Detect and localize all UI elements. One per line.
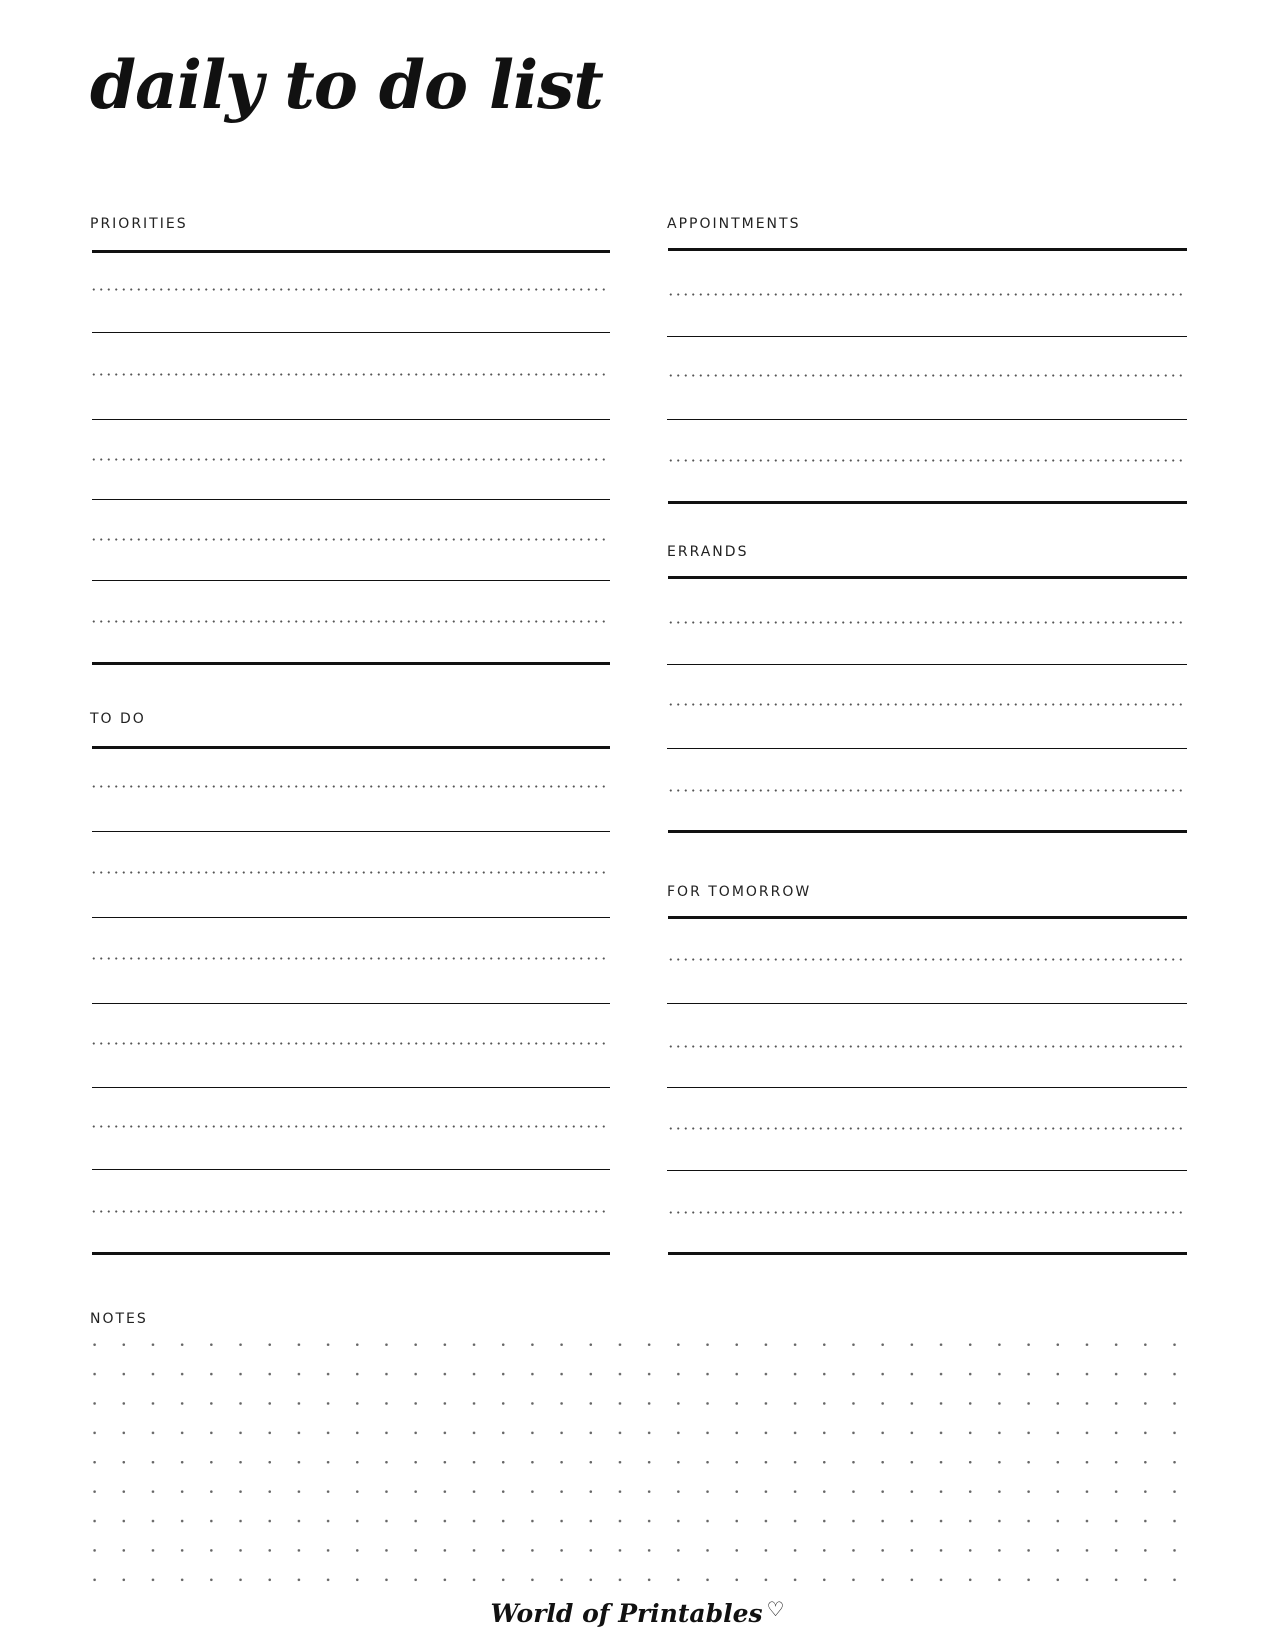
writing-line bbox=[667, 419, 1187, 420]
writing-line bbox=[667, 1003, 1187, 1004]
writing-line-dotted[interactable] bbox=[90, 1125, 610, 1128]
writing-line bbox=[92, 332, 610, 333]
writing-line-dotted[interactable] bbox=[667, 789, 1187, 792]
section-todo bbox=[90, 711, 610, 1257]
page-title: daily to do list bbox=[90, 46, 603, 124]
writing-line bbox=[667, 336, 1187, 337]
writing-line-dotted[interactable] bbox=[90, 1042, 610, 1045]
section-for-tomorrow bbox=[667, 884, 1187, 1257]
writing-line-dotted[interactable] bbox=[90, 620, 610, 623]
section-top-rule bbox=[668, 916, 1187, 919]
section-top-rule bbox=[92, 746, 610, 749]
section-bottom-rule bbox=[668, 501, 1187, 504]
section-label-todo: TO DO bbox=[90, 711, 146, 727]
notes-dot-grid[interactable] bbox=[80, 1330, 1197, 1596]
writing-line-dotted[interactable] bbox=[90, 538, 610, 541]
section-bottom-rule bbox=[92, 662, 610, 665]
writing-line bbox=[92, 917, 610, 918]
section-top-rule bbox=[668, 576, 1187, 579]
writing-line bbox=[667, 1087, 1187, 1088]
section-label-for-tomorrow: FOR TOMORROW bbox=[667, 884, 812, 900]
writing-line bbox=[92, 499, 610, 500]
writing-line-dotted[interactable] bbox=[667, 703, 1187, 706]
section-top-rule bbox=[668, 248, 1187, 251]
writing-line-dotted[interactable] bbox=[667, 374, 1187, 377]
writing-line-dotted[interactable] bbox=[667, 958, 1187, 961]
section-bottom-rule bbox=[668, 1252, 1187, 1255]
writing-line bbox=[667, 748, 1187, 749]
writing-line-dotted[interactable] bbox=[667, 1045, 1187, 1048]
writing-line-dotted[interactable] bbox=[667, 621, 1187, 624]
writing-line bbox=[92, 580, 610, 581]
writing-line-dotted[interactable] bbox=[667, 459, 1187, 462]
writing-line bbox=[92, 1169, 610, 1170]
writing-line-dotted[interactable] bbox=[90, 785, 610, 788]
section-label-notes: NOTES bbox=[90, 1311, 148, 1327]
writing-line bbox=[92, 419, 610, 420]
section-priorities bbox=[90, 216, 610, 666]
section-label-priorities: PRIORITIES bbox=[90, 216, 188, 232]
writing-line bbox=[92, 1087, 610, 1088]
writing-line-dotted[interactable] bbox=[90, 1210, 610, 1213]
section-label-appointments: APPOINTMENTS bbox=[667, 216, 801, 232]
heart-icon: ♡ bbox=[766, 1597, 785, 1621]
writing-line-dotted[interactable] bbox=[90, 288, 610, 291]
section-bottom-rule bbox=[668, 830, 1187, 833]
writing-line-dotted[interactable] bbox=[90, 458, 610, 461]
section-bottom-rule bbox=[92, 1252, 610, 1255]
writing-line bbox=[92, 1003, 610, 1004]
section-label-errands: ERRANDS bbox=[667, 544, 749, 560]
section-appointments bbox=[667, 216, 1187, 506]
footer-brand-logo bbox=[0, 1597, 1275, 1628]
writing-line-dotted[interactable] bbox=[90, 871, 610, 874]
section-top-rule bbox=[92, 250, 610, 253]
writing-line-dotted[interactable] bbox=[90, 373, 610, 376]
writing-line bbox=[667, 1170, 1187, 1171]
writing-line-dotted[interactable] bbox=[667, 293, 1187, 296]
writing-line-dotted[interactable] bbox=[90, 957, 610, 960]
writing-line bbox=[92, 831, 610, 832]
writing-line bbox=[667, 664, 1187, 665]
section-errands bbox=[667, 544, 1187, 834]
footer-brand-text: World of Printables bbox=[490, 1599, 763, 1628]
writing-line-dotted[interactable] bbox=[667, 1211, 1187, 1214]
writing-line-dotted[interactable] bbox=[667, 1127, 1187, 1130]
